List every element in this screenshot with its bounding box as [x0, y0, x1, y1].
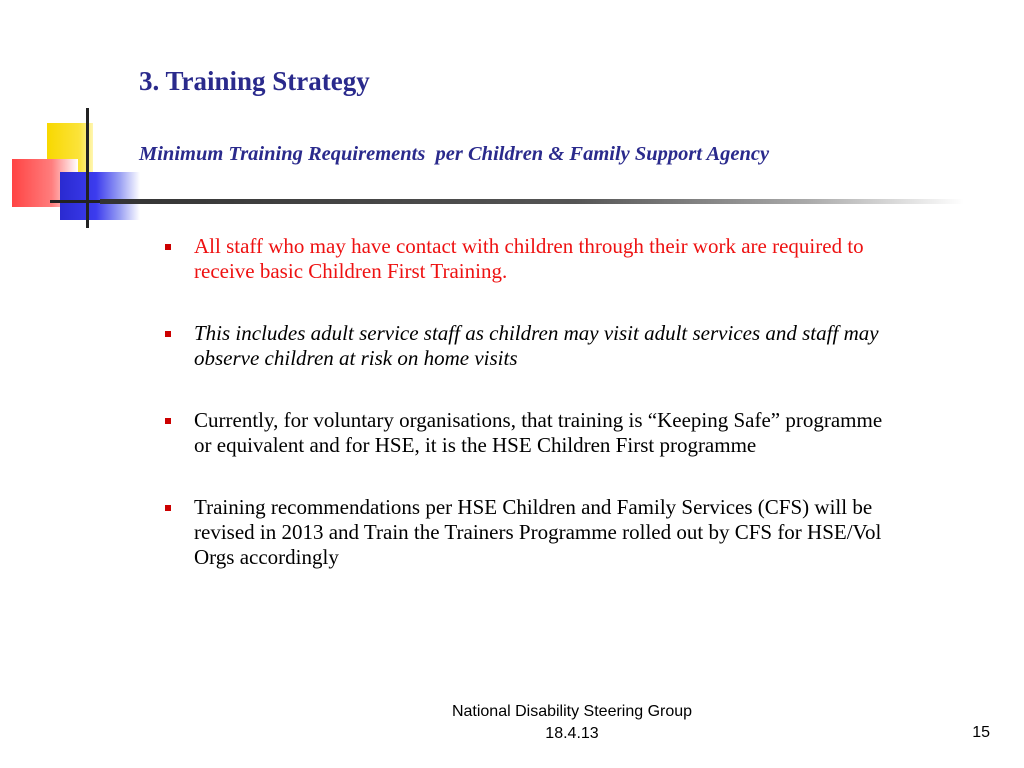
bullet-text: This includes adult service staff as children may visit adult services and staff may observe children at risk on home visits: [194, 321, 879, 370]
slide-number: 15: [972, 724, 990, 741]
slide-subtitle: Minimum Training Requirements per Children & Family Support Agency: [139, 143, 770, 165]
decorative-logo-blocks: [0, 100, 160, 240]
bullet-list: [163, 234, 893, 570]
footer-date: 18.4.13: [545, 725, 599, 742]
vertical-divider-line: [86, 108, 89, 228]
blue-square: [60, 172, 140, 220]
bullet-item: [163, 495, 893, 570]
bullet-item: [163, 408, 893, 458]
title-underline-rule: [100, 199, 964, 204]
bullet-text: Currently, for voluntary organisations, that training is “Keeping Safe” programme or equivalent and for HSE, it is the HSE Children First programme: [194, 408, 883, 457]
bullet-item: [163, 321, 893, 371]
square-bullet-icon: [165, 331, 171, 337]
bullet-text: Training recommendations per HSE Children and Family Services (CFS) will be revised in 2013 and Train the Trainers Programme rolled out by CFS for HSE/Vol Orgs accordingly: [194, 495, 882, 569]
bullet-text: All staff who may have contact with children through their work are required to receive basic Children First Training.: [194, 234, 864, 283]
square-bullet-icon: [165, 244, 171, 250]
square-bullet-icon: [165, 505, 171, 511]
footer: [372, 701, 772, 745]
slide-title: 3. Training Strategy: [139, 66, 370, 96]
square-bullet-icon: [165, 418, 171, 424]
bullet-item: [163, 234, 893, 284]
footer-organisation: National Disability Steering Group: [451, 703, 693, 720]
